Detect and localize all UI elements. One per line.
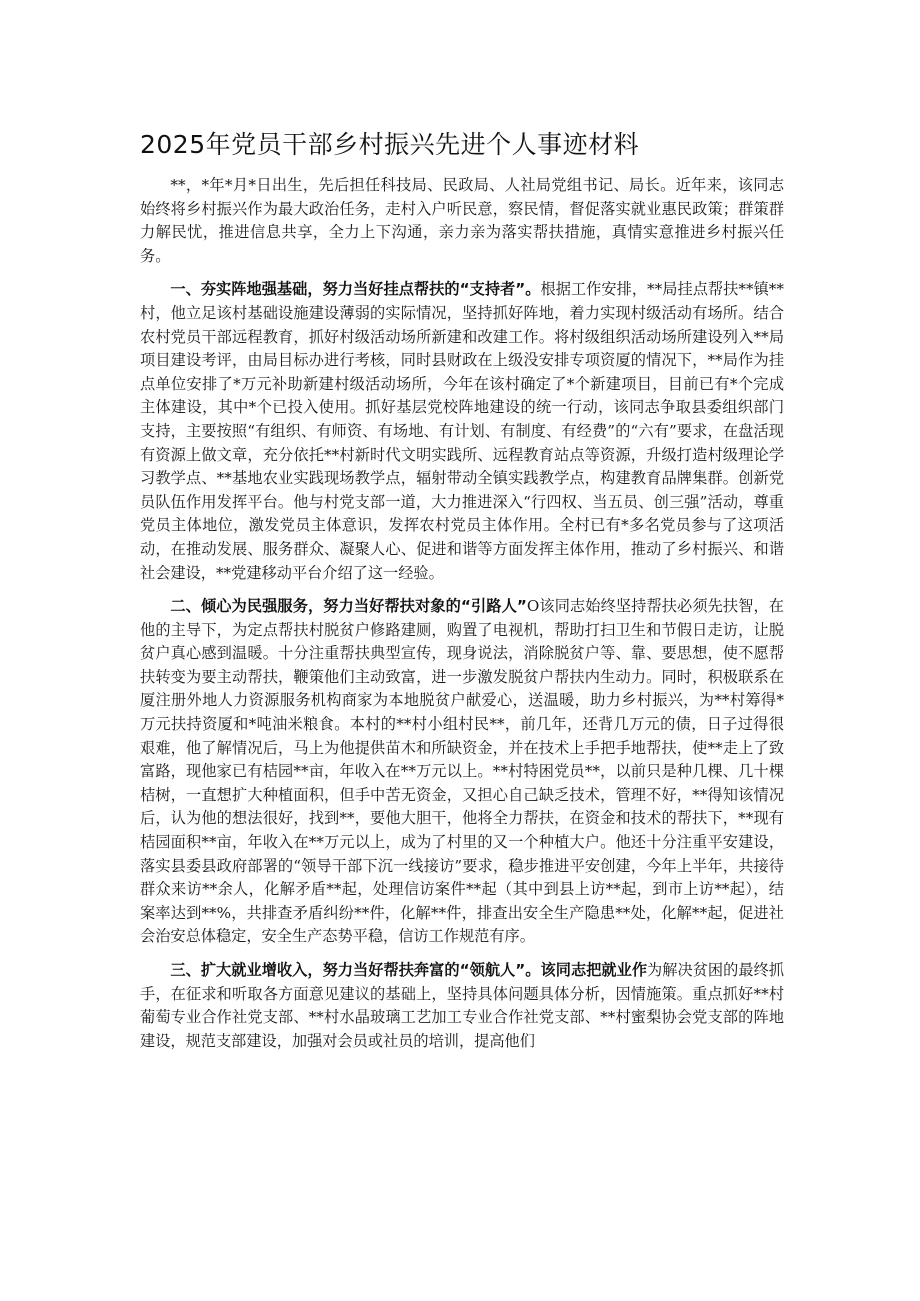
section-3-paragraph — [140, 959, 784, 1053]
section-1-heading: 一、夯实阵地强基础，努力当好挂点帮扶的“支持者”。 — [170, 280, 541, 299]
document-title: 2025年党员干部乡村振兴先进个人事迹材料 — [140, 130, 640, 159]
section-1-paragraph — [140, 278, 784, 585]
intro-paragraph: **，*年*月*日出生，先后担任科技局、民政局、人社局党组书记、局长。近年来，该同志始终将乡村振兴作为最大政治任务，走村入户听民意，察民情，督促落实就业惠民政策；群策群力解民忧，推进信息共享，全力上下沟通，亲力亲为落实帮扶措施，真情实意推进乡村振兴任务。 — [140, 176, 784, 265]
section-3-text: 为解决贫困的最终抓手，在征求和听取各方面意见建议的基础上，坚持具体问题具体分析，因情施策。重点抓好**村葡萄专业合作社党支部、**村水晶玻璃工艺加工专业合作社党支部、**村蜜梨协会党支部的阵地建设，规范支部建设，加强对会员或社员的培训，提高他们 — [140, 961, 784, 1050]
section-1-text: 根据工作安排，**局挂点帮扶**镇**村，他立足该村基础设施建设薄弱的实际情况，坚持抓好阵地，着力实现村级活动有场所。结合农村党员干部远程教育，抓好村级活动场所新建和改建工作。将村级组织活动场所建设列入**局项目建设考评，由局目标办进行考核，同时县财政在上级没安排专项资厦的情况下，**局作为挂点单位安排了*万元补助新建村级活动场所，今年在该村确定了*个新建项目，目前已有*个完成主体建设，其中*个已投入使用。抓好基层党校阵地建设的统一行动，该同志争取县委组织部门支持，主要按照“有组织、有师资、有场地、有计划、有制度、有经费”的“六有”要求，在盘活现有资源上做文章，充分依托**村新时代文明实践所、远程教育站点等资源，升级打造村级理论学习教学点、**基地农业实践现场教学点，辐射带动全镇实践教学点，构建教育品牌集群。创新党员队伍作用发挥平台。他与村党支部一道，大力推进深入“行四权、当五员、创三强”活动，尊重党员主体地位，激发党员主体意识，发挥农村党员主体作用。全村已有*多名党员参与了这项活动，在推动发展、服务群众、凝聚人心、促进和谐等方面发挥主体作用，推动了乡村振兴、和谐社会建设，**党建移动平台介绍了这一经验。 — [140, 280, 784, 582]
document-body — [140, 174, 784, 1063]
section-2-text: O该同志始终坚持帮扶必须先扶智，在他的主导下，为定点帮扶村脱贫户修路建厕，购置了电视机，帮助打扫卫生和节假日走访，让脱贫户真心感到温暖。十分注重帮扶典型宣传，现身说法，消除脱贫户等、靠、要思想，使不愿帮扶转变为要主动帮扶，鞭策他们主动致富，进一步激发脱贫户帮扶内生动力。同时，积极联系在厦注册外地人力资源服务机构商家为本地脱贫户献爱心，送温暖，助力乡村振兴，为**村筹得*万元扶持资厦和*吨油米粮食。本村的**村小组村民**，前几年，还背几万元的债，日子过得很艰难，他了解情况后，马上为他提供苗木和所缺资金，并在技术上手把手地帮扶，使**走上了致富路，现他家已有桔园**亩，年收入在**万元以上。**村特困党员**，以前只是种几棵、几十棵桔树，一直想扩大种植面积，但手中苦无资金，又担心自己缺乏技术，管理不好，**得知该情况后，认为他的想法很好，找到**，要他大胆干，他将全力帮扶，在资金和技术的帮扶下，**现有桔园面积**亩，年收入在**万元以上，成为了村里的又一个种植大户。他还十分注重平安建设，落实县委县政府部署的“领导干部下沉一线接访”要求，稳步推进平安创建，今年上半年，共接待群众来访**余人，化解矛盾**起，处理信访案件**起（其中到县上访**起，到市上访**起），结案率达到**%，共排查矛盾纠纷**件，化解**件，排查出安全生产隐患**处，化解**起，促进社会治安总体稳定，安全生产态势平稳，信访工作规范有序。 — [140, 597, 784, 946]
section-3-heading: 三、扩大就业增收入，努力当好帮扶奔富的“领航人”。该同志把就业作 — [170, 961, 648, 979]
section-2-paragraph — [140, 595, 784, 949]
section-2-heading: 二、倾心为民强服务，努力当好帮扶对象的“引路人” — [170, 597, 527, 616]
